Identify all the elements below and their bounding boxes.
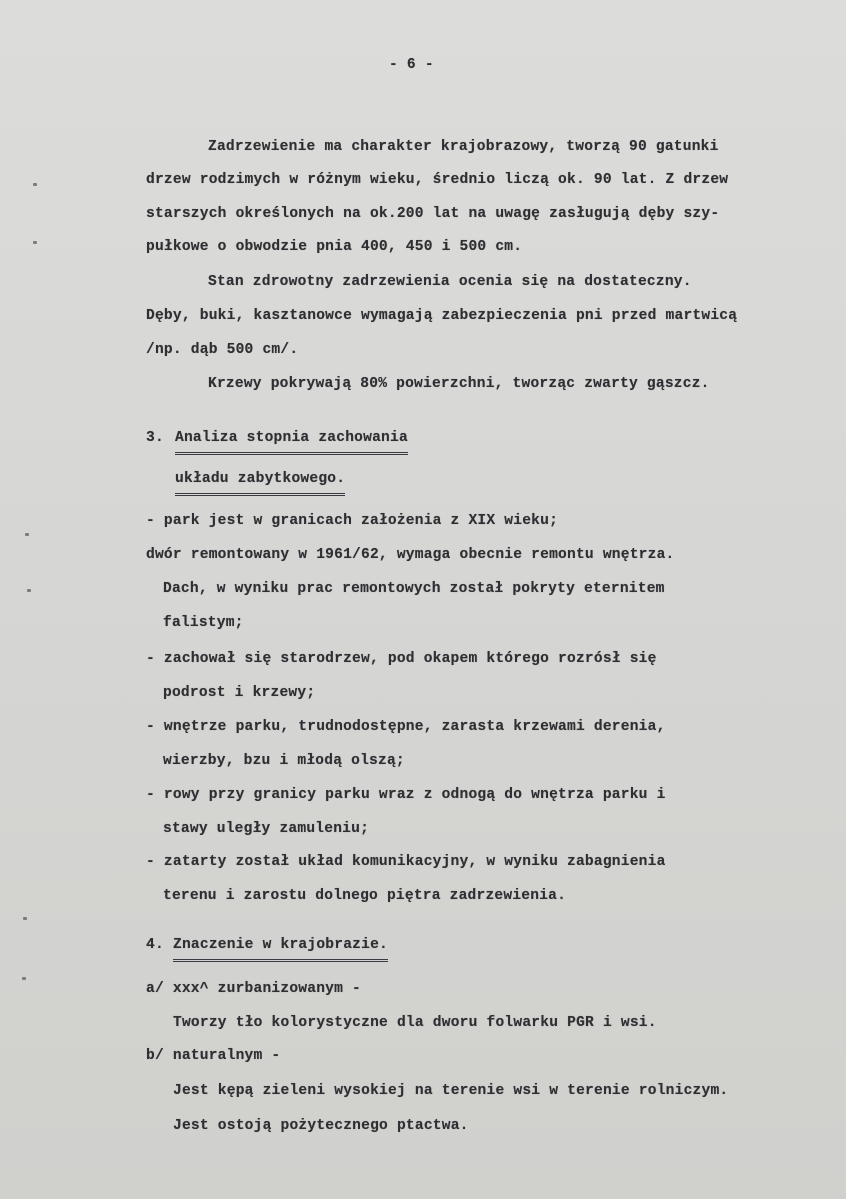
list-item: a/ xxx^ zurbanizowanym - (146, 981, 361, 997)
list-item: Jest ostoją pożytecznego ptactwa. (173, 1118, 469, 1134)
list-item: - park jest w granicach założenia z XIX wieku; (146, 513, 559, 529)
list-item: wierzby, bzu i młodą olszą; (163, 753, 405, 769)
list-item: dwór remontowany w 1961/62, wymaga obecnie remontu wnętrza. (146, 547, 675, 563)
paragraph-line: starszych określonych na ok.200 lat na uwagę zasługują dęby szy- (146, 206, 720, 222)
section-heading: Znaczenie w krajobrazie. (173, 936, 388, 962)
margin-mark (33, 241, 37, 244)
margin-mark (23, 917, 27, 920)
paragraph-line: Krzewy pokrywają 80% powierzchni, tworząc zwarty gąszcz. (208, 376, 710, 392)
margin-mark (25, 533, 29, 536)
margin-mark (33, 183, 37, 186)
margin-mark (27, 589, 31, 592)
list-item: falistym; (163, 615, 244, 631)
paragraph-line: Dęby, buki, kasztanowce wymagają zabezpieczenia pni przed martwicą (146, 308, 738, 324)
section-number: 3. (146, 430, 164, 446)
list-item: stawy uległy zamuleniu; (163, 821, 370, 837)
margin-mark (22, 977, 26, 980)
list-item: b/ naturalnym - (146, 1048, 281, 1064)
paragraph-line: /np. dąb 500 cm/. (146, 342, 299, 358)
list-item: Jest kępą zieleni wysokiej na terenie wsi w terenie rolniczym. (173, 1083, 729, 1099)
page-number: - 6 - (389, 57, 434, 73)
section-number: 4. (146, 937, 164, 953)
section-heading: układu zabytkowego. (175, 470, 345, 496)
list-item: - zachował się starodrzew, pod okapem którego rozrósł się (146, 651, 657, 667)
paragraph-line: Zadrzewienie ma charakter krajobrazowy, tworzą 90 gatunki (208, 139, 719, 155)
list-item: - zatarty został układ komunikacyjny, w wyniku zabagnienia (146, 854, 666, 870)
list-item: Tworzy tło kolorystyczne dla dworu folwarku PGR i wsi. (173, 1015, 657, 1031)
list-item: terenu i zarostu dolnego piętra zadrzewienia. (163, 888, 567, 904)
list-item: Dach, w wyniku prac remontowych został pokryty eternitem (163, 581, 665, 597)
paragraph-line: Stan zdrowotny zadrzewienia ocenia się na dostateczny. (208, 274, 692, 290)
list-item: - rowy przy granicy parku wraz z odnogą do wnętrza parku i (146, 787, 666, 803)
paragraph-line: drzew rodzimych w różnym wieku, średnio liczą ok. 90 lat. Z drzew (146, 172, 729, 188)
list-item: podrost i krzewy; (163, 685, 316, 701)
section-heading: Analiza stopnia zachowania (175, 429, 408, 455)
list-item: - wnętrze parku, trudnodostępne, zarasta krzewami derenia, (146, 719, 666, 735)
paragraph-line: pułkowe o obwodzie pnia 400, 450 i 500 cm. (146, 239, 523, 255)
